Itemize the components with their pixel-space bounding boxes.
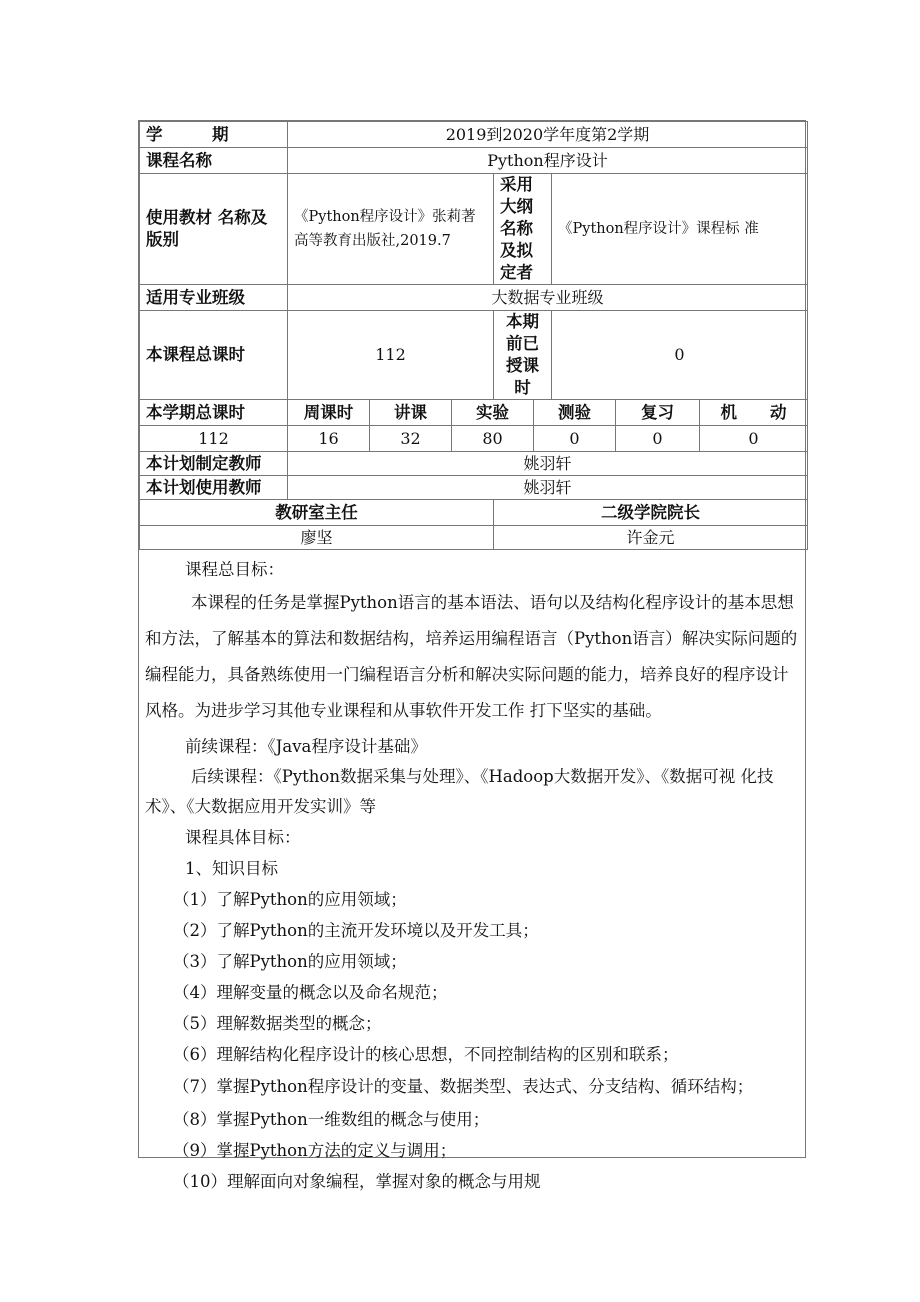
knowledge-goal-heading: 1、知识目标 (185, 859, 278, 878)
weekly-hours-value: 16 (288, 426, 370, 452)
knowledge-item: （4）理解变量的概念以及命名规范； (173, 983, 448, 1002)
lecture-value: 32 (370, 426, 452, 452)
use-teacher-value: 姚羽轩 (288, 476, 808, 500)
review-value: 0 (616, 426, 700, 452)
col-lab: 实验 (452, 400, 534, 426)
knowledge-item: （5）理解数据类型的概念； (173, 1014, 382, 1033)
course-info-table (139, 121, 808, 550)
term-hours-value: 112 (140, 426, 288, 452)
course-name-label: 课程名称 (140, 148, 288, 174)
knowledge-item: （2）了解Python的主流开发环境以及开发工具； (173, 921, 539, 940)
knowledge-item: （6）理解结构化程序设计的核心思想，不同控制结构的区别和联系； (173, 1045, 679, 1064)
knowledge-item-cut: （10）理解面向对象编程，掌握对象的概念与用规 (173, 1172, 541, 1191)
syllabus-label: 采用大纲名称及拟 定者 (494, 174, 552, 285)
col-test: 测验 (534, 400, 616, 426)
syllabus-value: 《Python程序设计》课程标 准 (552, 174, 808, 285)
plan-teacher-value: 姚羽轩 (288, 452, 808, 476)
specific-goal-heading: 课程具体目标： (185, 828, 301, 847)
course-goals-section (139, 550, 805, 1197)
overall-goal-heading: 课程总目标： (185, 560, 284, 579)
knowledge-item: （8）掌握Python一维数组的概念与使用； (173, 1110, 490, 1129)
test-value: 0 (534, 426, 616, 452)
plan-teacher-label: 本计划制定教师 (140, 452, 288, 476)
dept-head-value: 廖坚 (140, 526, 494, 550)
col-flex: 机 动 (700, 400, 808, 426)
knowledge-item: （7）掌握Python程序设计的变量、数据类型、表达式、分支结构、循环结构； (173, 1077, 754, 1096)
col-lecture: 讲课 (370, 400, 452, 426)
textbook-label: 使用教材 名称及版别 (140, 174, 288, 285)
textbook-value: 《Python程序设计》张莉著 高等教育出版社,2019.7 (288, 174, 494, 285)
major-label: 适用专业班级 (140, 285, 288, 311)
prerequisite-courses: 前续课程：《Java程序设计基础》 (185, 737, 427, 756)
document-page (138, 120, 806, 1191)
flex-value: 0 (700, 426, 808, 452)
dept-head-label: 教研室主任 (140, 500, 494, 526)
knowledge-item: （3）了解Python的应用领域； (173, 952, 407, 971)
semester-label: 学 期 (140, 122, 288, 148)
dean-label: 二级学院院长 (494, 500, 808, 526)
followup-courses: 后续课程：《Python数据采集与处理》、《Hadoop大数据开发》、《数据可视 化技术》、《大数据应用开发实训》等 (145, 767, 774, 816)
knowledge-item: （9）掌握Python方法的定义与调用； (173, 1141, 457, 1160)
taught-before-label: 本期前已 授课时 (494, 311, 552, 400)
use-teacher-label: 本计划使用教师 (140, 476, 288, 500)
term-hours-label: 本学期总课时 (140, 400, 288, 426)
lab-value: 80 (452, 426, 534, 452)
semester-value: 2019到2020学年度第2学期 (288, 122, 808, 148)
total-hours-label: 本课程总课时 (140, 311, 288, 400)
col-weekly-hours: 周课时 (288, 400, 370, 426)
knowledge-item: （1）了解Python的应用领域； (173, 890, 407, 909)
total-hours-value: 112 (288, 311, 494, 400)
taught-before-value: 0 (552, 311, 808, 400)
dean-value: 许金元 (494, 526, 808, 550)
col-review: 复习 (616, 400, 700, 426)
course-name-value: Python程序设计 (288, 148, 808, 174)
overall-goal-paragraph: 本课程的任务是掌握Python语言的基本语法、语句以及结构化程序设计的基本思想和方法，了解基本的算法和数据结构，培养运用编程语言（Python语言）解决实际问题的编程能力，具备熟练使用一门编程语言分析和解决实际问题的能力，培养良好的程序设计风格。为进步学习其他专业课程和从事软件开发工作 打下坚实的基础。 (145, 593, 798, 720)
major-value: 大数据专业班级 (288, 285, 808, 311)
